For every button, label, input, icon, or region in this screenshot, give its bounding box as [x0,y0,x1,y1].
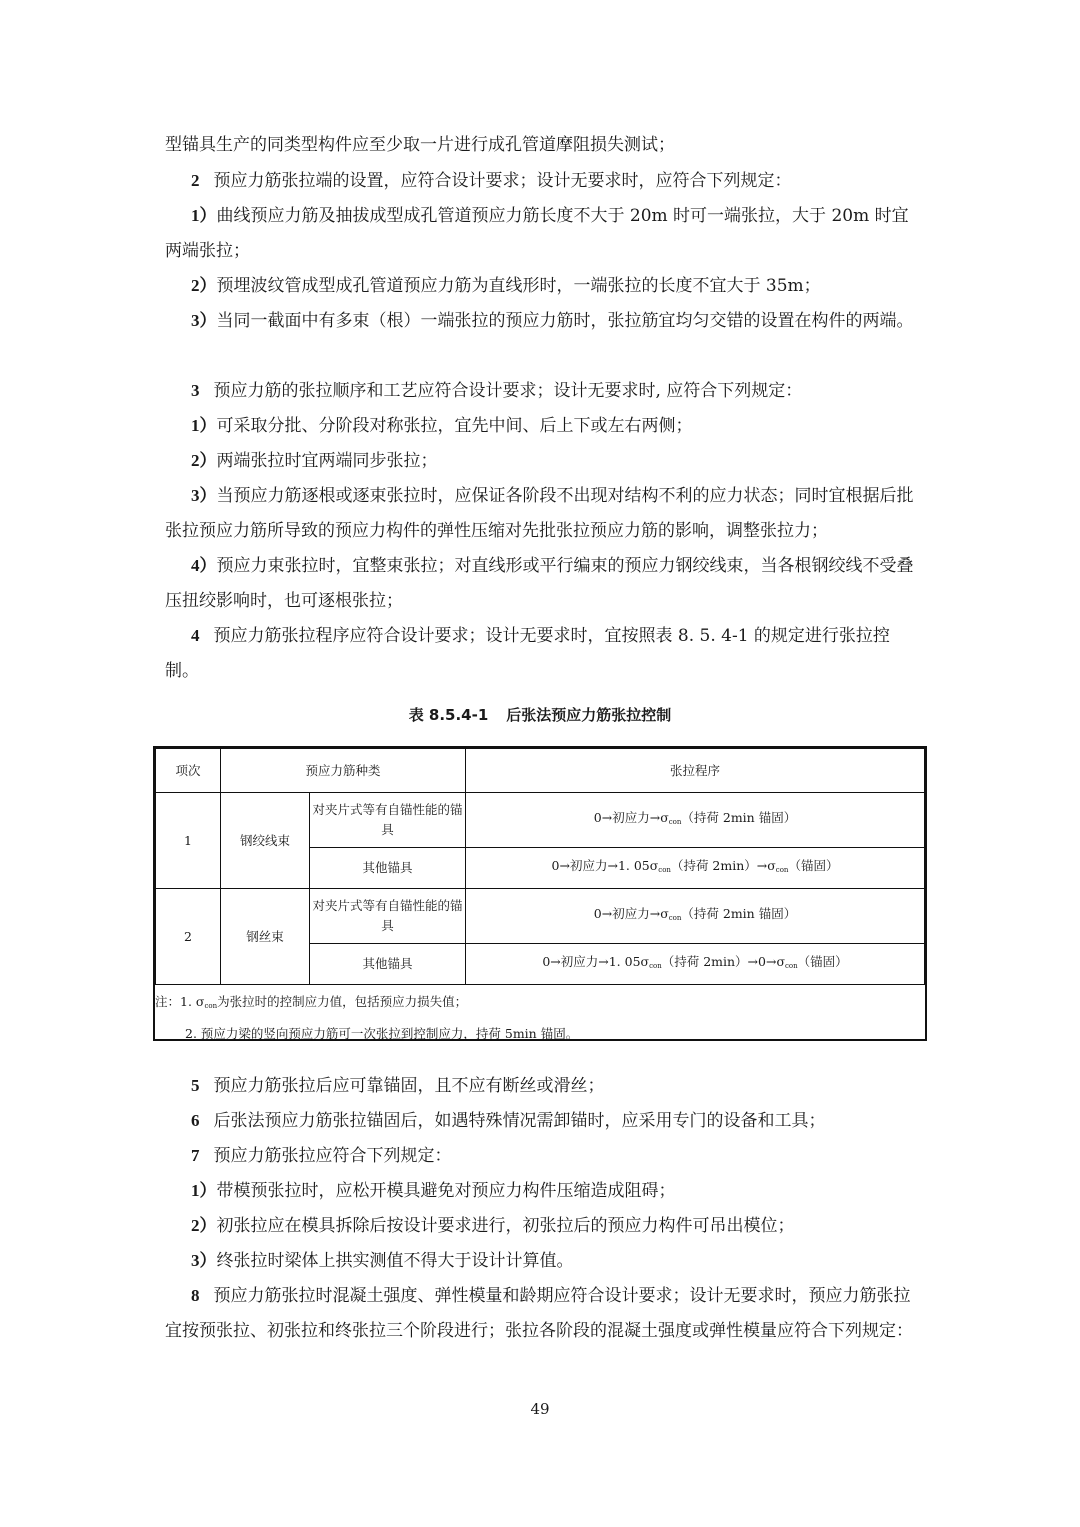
paragraph: 7 预应力筋张拉应符合下列规定： [191,1146,452,1166]
anchor-cell: 对夹片式等有自锚性能的锚具 [310,889,466,944]
paragraph: 2）初张拉应在模具拆除后按设计要求进行，初张拉后的预应力构件可吊出模位； [191,1216,795,1236]
paragraph: 8 预应力筋张拉时混凝土强度、弹性模量和龄期应符合设计要求；设计无要求时，预应力筋张拉宜按预张拉、初张拉和终张拉三个阶段进行；张拉各阶段的混凝土强度或弹性模量应符合下列规定： [165,1286,913,1341]
table-note-2: 2. 预应力梁的竖向预应力筋可一次张拉到控制应力，持荷 5min 锚固。 [185,1026,579,1041]
paragraph: 2 预应力筋张拉端的设置，应符合设计要求；设计无要求时，应符合下列规定： [191,171,792,191]
type-cell: 钢绞线束 [221,793,310,889]
procedure-cell: 0→初应力→1. $05\sigma_{con}$（持荷 $2\min)\to\sigma_{con}$（锚固） [466,848,925,889]
paragraph: 1）可采取分批、分阶段对称张拉，宜先中间、后上下或左右两侧； [191,416,693,436]
table-header-row [156,749,925,793]
paragraph: 3）当同一截面中有多束（根）一端张拉的预应力筋时，张拉筋宜均匀交错的设置在构件的两端。 [191,311,914,331]
paragraph: 4）预应力束张拉时，宜整束张拉；对直线形或平行编束的预应力钢绞线束，当各根钢绞线不受叠压扭绞影响时，也可逐根张拉； [165,556,914,611]
anchor-cell: 其他锚具 [310,848,466,889]
table-row [156,793,925,848]
anchor-cell: 其他锚具 [310,944,466,985]
tension-control-table [153,746,927,1041]
paragraph: 型锚具生产的同类型构件应至少取一片进行成孔管道摩阻损失测试； [165,135,675,155]
paragraph: 1）带模预张拉时，应松开模具避免对预应力构件压缩造成阻碍； [191,1181,676,1201]
type-cell: 钢丝束 [221,889,310,985]
paragraph: 3 预应力筋的张拉顺序和工艺应符合设计要求；设计无要求时, 应符合下列规定： [191,381,803,401]
table-title [0,704,1080,725]
table-code: 表 8.5.4-1 [408,706,489,724]
table-note-1: 注：1. $\sigma_{con}$为张拉时的控制应力值，包括预应力损失值； [155,994,468,1010]
item-cell: 2 [156,889,221,985]
paragraph: 2）预埋波纹管成型成孔管道预应力筋为直线形时，一端张拉的长度不宜大于 35m； [191,276,821,296]
table-row [156,889,925,944]
procedure-cell: 0→初应力$\to\sigma_{con}$（持荷 2min 锚固） [466,793,925,848]
table-caption: 后张法预应力筋张拉控制 [506,706,672,724]
page-number: 49 [530,1400,550,1418]
paragraph: 5 预应力筋张拉后应可靠锚固，且不应有断丝或滑丝； [191,1076,605,1096]
header-cell: 预应力筋种类 [221,749,466,793]
header-cell: 项次 [156,749,221,793]
anchor-cell: 对夹片式等有自锚性能的锚具 [310,793,466,848]
procedure-cell: 0→初应力$\to\sigma_{con}$（持荷 2min 锚固） [466,889,925,944]
item-cell: 1 [156,793,221,889]
procedure-cell: 0→初应力→1. $05\sigma_{con}$（持荷 $2\min)\to 0\to\sigma_{con}$（锚固） [466,944,925,985]
paragraph: 6 后张法预应力筋张拉锚固后，如遇特殊情况需卸锚时，应采用专门的设备和工具； [191,1111,826,1131]
table-notes [155,988,925,1047]
paragraph: 2）两端张拉时宜两端同步张拉； [191,451,438,471]
paragraph: 4 预应力筋张拉程序应符合设计要求；设计无要求时，宜按照表 8. 5. 4-1 的规定进行张拉控制。 [165,626,890,681]
header-cell: 张拉程序 [466,749,925,793]
paragraph: 1）曲线预应力筋及抽拔成型成孔管道预应力筋长度不大于 20m 时可一端张拉，大于 20m 时宜两端张拉； [165,206,909,261]
paragraph: 3）当预应力筋逐根或逐束张拉时，应保证各阶段不出现对结构不利的应力状态；同时宜根据后批张拉预应力筋所导致的预应力构件的弹性压缩对先批张拉预应力筋的影响，调整张拉力； [165,486,914,541]
paragraph: 3）终张拉时梁体上拱实测值不得大于设计计算值。 [191,1251,574,1271]
